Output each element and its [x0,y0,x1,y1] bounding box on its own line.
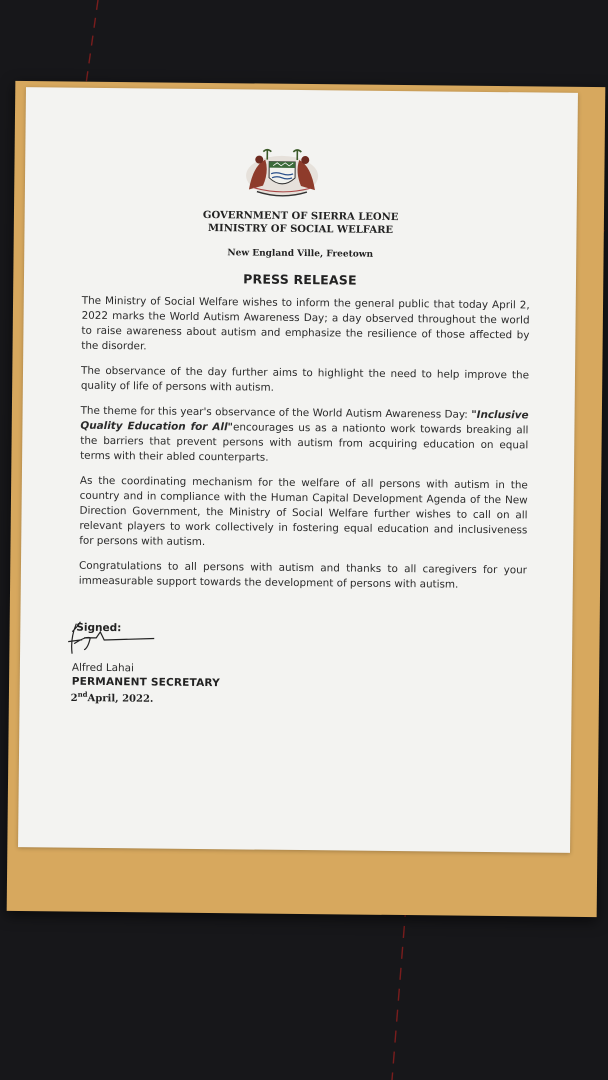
signed-label: Signed: [76,621,122,635]
date-rest: April, 2022. [87,693,154,705]
document-body [79,294,530,604]
paragraph-4: As the coordinating mechanism for the welfare of all persons with autism in the country and in compliance with the Human Capital Development Agenda of the New Direction Government, the Ministry of Social Welfare further wishes to call on all relevant players to work collectively in fostering equal education and inclusiveness for persons with autism. [79,474,528,549]
press-release-document [18,87,578,853]
address-line: New England Ville, Freetown [227,248,374,260]
paragraph-3-rest: encourages us as a nationto work towards breaking all the barriers that prevent persons with autism from acquiring education on equal terms with their abled counterparts. [80,421,529,464]
paragraph-3-intro: The theme for this year's observance of the World Autism Awareness Day: [80,404,468,421]
signature-block [65,618,366,741]
signer-name: Alfred Lahai [71,661,134,675]
paragraph-3 [80,404,529,469]
theme-title: "Inclusive Quality Education for All" [80,408,529,434]
org-line-ministry: MINISTRY OF SOCIAL WELFARE [207,223,394,236]
org-line-government: GOVERNMENT OF SIERRA LEONE [202,209,399,224]
signer-role: PERMANENT SECRETARY [71,675,221,690]
date-suffix: nd [77,689,88,699]
paragraph-2: The observance of the day further aims to highlight the need to help improve the quality of life of persons with autism. [80,364,530,394]
date-day: 2 [70,692,78,705]
signature-date [71,690,154,705]
coat-of-arms-icon [243,145,322,200]
document-title: PRESS RELEASE [243,271,357,288]
paragraph-5: Congratulations to all persons with autism and thanks to all caregivers for your immeasurable support towards the development of persons with autism. [78,559,528,591]
paragraph-1: The Ministry of Social Welfare wishes to inform the general public that today April 2, 2022 marks the World Autism Awareness Day; a day observed throughout the world to raise awareness about autism and emphasize the resilience of those affected by the disorder. [81,294,530,353]
